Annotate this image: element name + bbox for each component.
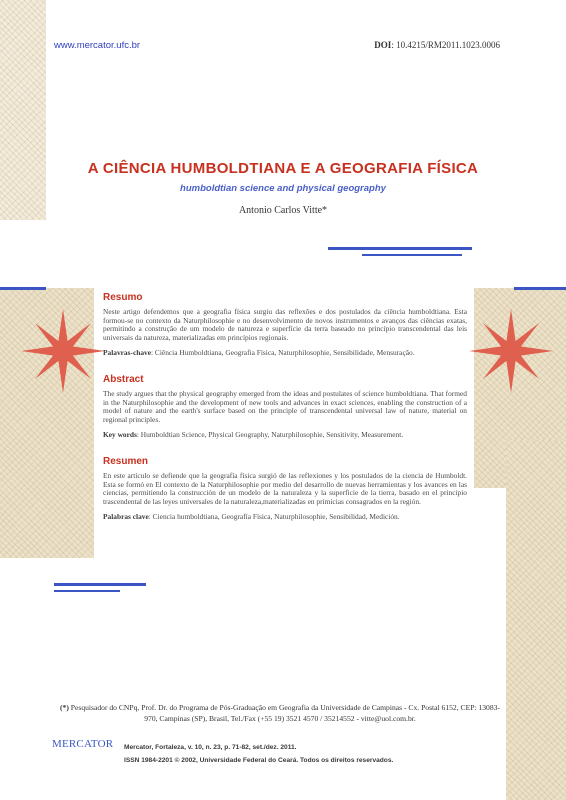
decor-rule [0,287,46,290]
journal-url-link[interactable]: www.mercator.ufc.br [54,40,141,51]
section-abstract [103,374,467,440]
parchment-band-bottom-right [506,440,566,800]
decor-rule [362,254,462,256]
article-author: Antonio Carlos Vitte* [238,205,328,216]
keywords-line [103,513,467,522]
keywords-label: Palavras-chave [103,347,152,357]
mercator-logo: MERCATOR [52,738,114,750]
keywords-label: Key words [103,429,137,439]
article-subtitle: humboldtian science and physical geography [180,183,386,194]
publication-issn: ISSN 1984-2201 © 2002, Universidade Federal do Ceará. Todos os direitos reservados. [124,757,394,764]
doi-label: DOI [374,40,392,50]
decor-rule [328,247,472,250]
keywords-text: : Ciência Humboldtiana, Geografia Física, Naturphilosophie, Sensibilidade, Mensuração. [151,347,415,357]
keywords-label: Palabras clave [103,511,149,521]
section-body: Neste artigo defendemos que a geografia física surgiu das reflexões e dos postulados da ciência humboldtiana. Esta formou-se no contexto da Naturphilosophie e no desenvolvimento de novos instrumentos e avanços das ciências exatas, permitindo a construção de um modelo de natureza e superfície da terra baseado no princípio transcendental das leis universais da natureza, materializadas em princípios regionais. [103,307,467,343]
footnote-marker: (*) [60,703,69,712]
doi-value: : 10.4215/RM2011.1023.0006 [391,40,500,50]
decor-rule [54,590,120,592]
section-body: En este artículo se defiende que la geografía física surgió de las reflexiones y los postulados de la ciencia de Humboldt. Esta se formó en El contexto de la Naturphilosophie por medio del desarrollo de nuevas herramientas y los avances en las ciencias, permitiendo la construcción de un modelo de la naturaleza y la superficie de la tierra, basado en el principio trascendental de las leyes universales de la naturaleza,materializadas en primicias consagrados en la región. [103,471,467,507]
section-heading: Resumen [103,456,149,467]
footnote-text: Pesquisador do CNPq, Prof. Dr. do Programa de Pós-Graduação em Geografia da Universidade de Campinas - Cx. Postal 6152, CEP: 13083-970, Campinas (SP), Brasil, Tel./Fax (+55 19) 3521 4570 / 35214552 - vitte@uol.com.br. [68,703,500,723]
compass-star-right-icon [466,306,556,396]
keywords-text: : Humboldtian Science, Physical Geography, Naturphilosophie, Sensitivity, Measurement. [136,429,404,439]
keywords-text: : Ciencia humboldtiana, Geografía Física, Naturphilosophie, Sensibilidad, Medición. [148,511,400,521]
section-resumen [103,456,467,522]
publication-citation: Mercator, Fortaleza, v. 10, n. 23, p. 71-82, set./dez. 2011. [124,744,297,751]
section-resumo [103,292,467,358]
section-body: The study argues that the physical geography emerged from the ideas and postulates of science humboldtiana. That formed in the Naturphilosophie and the development of new tools and advances in exact sciences, enabling the construction of a model of nature and the earth's surface based on the principle of transcendental universal law of nature, material on regional principles. [103,389,467,425]
compass-star-left-icon [18,306,108,396]
article-title: A CIÊNCIA HUMBOLDTIANA E A GEOGRAFIA FÍSICA [87,160,479,177]
section-heading: Abstract [103,374,144,385]
keywords-line [103,349,467,358]
section-heading: Resumo [103,292,143,303]
keywords-line [103,431,467,440]
author-footnote [60,702,500,724]
decor-rule [54,583,146,586]
decor-rule [514,287,566,290]
doi-reference [374,40,500,50]
